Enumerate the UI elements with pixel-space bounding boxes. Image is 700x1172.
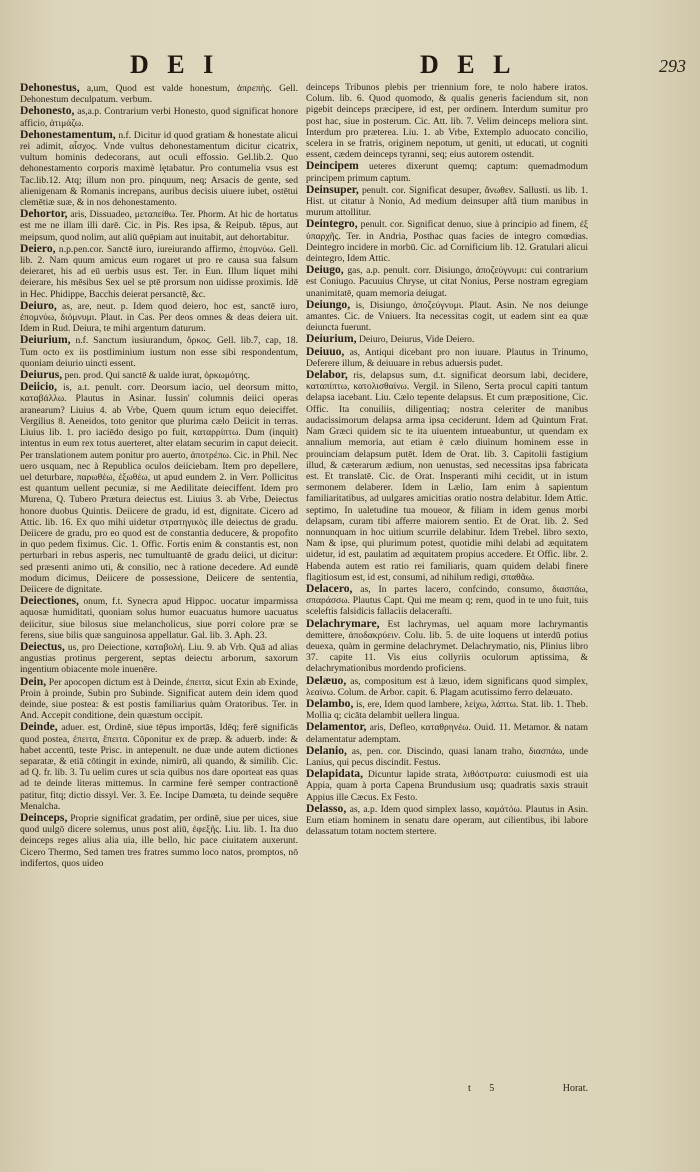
dictionary-entry: [306, 675, 588, 698]
dictionary-entry: [306, 82, 588, 160]
header-left: D E I: [130, 50, 220, 79]
dictionary-entry: [306, 160, 588, 183]
entry-definition: is, a.t. penult. corr. Deorsum iacio, uel deorsum mitto, καταβάλλω. Plautus in Asinar. Iussin' columnis deiici operas aranearum? Liuius 4. ab Vrbe, Quem quum ictum equo deieciffet. Vergilius 8. Aeneidos, toto genitor que plurima cælo Deiicit in terras. Liuius lib. 1. pro iaciēdo desigo po fuit, καταρρίπτω. Dum (inquit) intentus in eum rex totus auerteret, alter elatam securim in caput deiecit. Per translationem autem ponitur pro auerto, ἀποτρέπω. Cic. in Phil. Nec uero usquam, nec à Republica oculos deiiciebam. Item pro depellere, uel deturbare, παρωθέω, ἐξωθέω, ut apud eundem 2. in Verr. Pollicitus est quantum uellent pecuniæ, si me Aedilitate deieciffent. Idem pro Murena, Q. Tubero Prætura deiectus est. Liuius 3. ab Vrbe, Deiectus honore duobus Quintis. Deiicere de gradu, id est, dignitate. Cicero ad Attic. lib. 16. Ex quo mihi uidetur στρατηγικὸς ille deiectus de gradu. Deiicere de gradu, pro eo quod est de constantia deducere, & propofito in quo pedem fiximus. Cic. 1. Offic. Fortis enim & constantis est, non perturbari in rebus asperis, nec tumultuantē de gradu deiici, ut dicitur: sed præsenti animo uti, & consilio, nec à ratione decedere. Ad eundē modum dicimus, Deiicere de possessione, Deiicere de sententia, Deiicere de dignitate.: [20, 382, 298, 595]
header-right: D E L: [420, 50, 517, 79]
entry-definition: us, pro Deiectione, καταβολή. Liu. 9. ab Vrb. Quā ad alias angustias protinus pergerent, septas deiectu arborum, saxorum ingentium obiacente mole inuenēre.: [20, 641, 298, 676]
entry-headword: Deiurium,: [20, 333, 71, 347]
entry-definition: as, In partes lacero, confcindo, consumo, διασπάω, σπαράσσω. Plautus Capt. Qui me meam q; rem, quod in te uno fuit, tuis sceleftis falsidicis fallaciis delaceraſti.: [306, 583, 588, 618]
dictionary-entry: [306, 333, 588, 345]
dictionary-entry: [306, 698, 588, 721]
dictionary-entry: [20, 641, 298, 676]
dictionary-entry: [306, 768, 588, 803]
entry-definition: ris, delapsus sum, d.t. significat deorsum labi, decidere, καταπίπτω, κατολισθαίνω. Vergil. in Sileno, Serta procul capiti tantum delapsa iacebant. Liu. Cælo tepente delapsus. Et cum præpositione, Cic. Offic. Ita conuiliis, diligentiaq; nostra celeriter de manibus audacissimorum delapsa arma ipsa ceciderunt. Idem ad Quintum Frat. Nam Græci quidem sic te ita uiuentem intueabuntur, ut quendam ex annalium memoria, aut etiam è cælo diuinum hominem esse in prouinciam delapsum putēt. Idem de Orat. lib. 3. Capitolii fastigium illud, & cæterarum ædium, non uenustas, sed necessitas ipsa fabricata est. Et translatē. Cic. de Orat. Insperanti mihi cecidit, ut in istum sermonem delaberer. Idem in Lælio, Iam enim à sapientum familiaritatibus, ad uulgares amicitias oratio nostra delabitur. Idem Attic. septimo, In ualetudine tua moueor, & filiam in idem genus morbi delapsam, curam tibi afferre maiorem sentio. Et de Orat. lib. 2. Sed nonnunquam in hoc uitium scurrile delabitur. Idem Trebel. libro sexto, Nam & ipse, qui plurimum potest, quotidie mihi delabi ad æquitatem uidetur, id est, paulatim ad æquitatem propius accedere. Et Offic. libr. 2. Habenda autem est ratio rei familiaris, quam quidem delabi finere flagitiosum est, id est, consumi, ad nihilum redigi, σπαθᾶω.: [306, 370, 588, 583]
entry-headword: Deiugo,: [306, 263, 344, 277]
entry-headword: Dehonestus,: [20, 82, 80, 94]
entry-headword: Deiungo,: [306, 297, 351, 311]
entry-definition: Per apocopen dictum est à Deinde, ἐπειτα, sicut Exin ab Exinde, Proin à proinde, Subin pro Subinde. Significat autem dein idem quod deinde, siue postea: & est postis familiarius quàm Oratoribus. Ter. in And. Accepit conditione, dein quæstum occipit.: [20, 676, 298, 722]
entry-definition: deinceps Tribunos plebis per triennium fore, te nolo habere iratos. Colum. lib. 6. Quod quomodo, & qualis generis faciendum sit, non pigebit deinceps præcipere, id est, per ordinem. Interdum sumitur pro post hac, siue in posterum. Cic. Att. lib. 7. Velim deinceps meliora sint. Interdum pro præterea. Liu. 1. ab Vrbe, Extemplo aduocato concilio, scelera in se fratris, originem nepotum, ut geniti, ut educati, ut cogniti essent, cædem deinceps tyranni, seq; eius autorem ostendit.: [306, 82, 588, 161]
entry-headword: Deiectiones,: [20, 594, 79, 608]
entry-headword: Delachrymare,: [306, 616, 380, 630]
entry-definition: n.f. Dicitur id quod gratiam & honestate alicui rei adimit, αἶσχος. Vnde vultus dehonestamentum dicitur cicatrix, vultum hominis dedecorans, aut oculi effossio. Gel.lib.2. Quo dehonestamento corporis maximè lętabatur. Pro contumelia vsus est Tac.lib.12. Atq; illum non pro. pinquum, neq; Arsacis de gente, sed alienigenam & Romanis increpans, auribus decisis uiuere iubet, ostētui clemētiæ suæ, & in nos dehonestamento.: [20, 129, 298, 209]
entry-headword: Dehonestamentum,: [20, 127, 116, 141]
entry-definition: gas, a.p. penult. corr. Disiungo, ἀποζεύγνυμι: cui contrarium est Coniugo. Pacuuius Chryse, ut citat Nonius, Perse nostram egregiam unanimitatē, quam memoria deiugat.: [306, 265, 588, 299]
dictionary-entry: [20, 82, 298, 105]
entry-definition: as, Antiqui dicebant pro non iuuare. Plautus in Trinumo, Deferere illum, & deiuuare in rebus aduersis pudet.: [306, 346, 588, 369]
entry-definition: Est lachrymas, uel aquam more lachrymantis demittere, ἀποδακρύειν. Colu. lib. 5. de uite loquens ut interdū potius deuexa, quàm in germine delachrymet. Delachrymatio, nis, Plinius libro 37. capite 11. Vis eius collyriis oculorum aptissima, & delachrymationibus mordendo proficiens.: [306, 618, 588, 675]
entry-definition: as,a.p. Contrarium verbi Honesto, quod significat honore afficio, ἀτιμάζω.: [20, 106, 298, 129]
entry-headword: Dein,: [20, 674, 47, 688]
dictionary-entry: [20, 595, 298, 641]
dictionary-entry: [20, 676, 298, 722]
entry-definition: as, pen. cor. Discindo, quasi lanam traho, διασπάω, unde Lanius, qui pecus discindit. Festus.: [306, 745, 588, 768]
entry-headword: Deiurium,: [306, 332, 357, 346]
dictionary-entry: [20, 721, 298, 812]
entry-headword: Delacero,: [306, 581, 353, 595]
entry-definition: Dicuntur lapide strata, λιθόστρωτα: cuiusmodi est uia Appia, quam à porta Capena Brundusium usq; quadratis saxis strauit Appius ille Cæcus. Ex Festo.: [306, 769, 588, 803]
dictionary-entry: [20, 812, 298, 869]
entry-definition: as, a.p. Idem quod simplex lasso, καμάτόω. Plautus in Asin. Eum etiam hominem in senatu dare operam, aut cilientibus, ibi labore delassatum totam noctem stertere.: [306, 803, 588, 838]
dictionary-entry: [20, 369, 298, 381]
entry-definition: ueteres dixerunt quemq; captum: quemadmodum principem primum captum.: [306, 161, 588, 184]
dictionary-entry: [306, 264, 588, 299]
entry-headword: Delamentor,: [306, 720, 367, 734]
entry-definition: a,um, Quod est valde honestum, ἀπρεπὴς. Gell. Dehonestum deculpatum. verbum.: [20, 83, 298, 106]
entry-headword: Deiectus,: [20, 639, 65, 653]
dictionary-entry: [306, 218, 588, 264]
entry-headword: Dehonesto,: [20, 104, 75, 118]
entry-definition: aris, Defleo, καταθρηνέω. Ouid. 11. Metamor. & natam delamentatur ademptam.: [306, 722, 588, 745]
entry-definition: aris, Dissuadeo, μεταπείθω. Ter. Phorm. At hic de hortatus est me ne illam illi darē. Cic. in Pis. Res ipsa, & Reipub. tēpus, aut meipsum, quod nolim, aut aliū quēpiam aut inuitabit, aut dehortabitur.: [20, 209, 298, 243]
entry-definition: aduer. est, Ordinē, siue tēpus importās, Idēq; ferē significās quod postea, ἐπειτα, ἔπειτα. Cōponitur ex de præp. & aduerb. inde: & habet accentū, teste Prisc. in antepenult. ne duæ unde autem dictiones separatæ, & etiā cōtingit in exinde, nimirū, ali quando, & similib. Cic. ad Q. fr. lib. 3. Tu uelim cures ut scia quibus nos dare oporteat eas quas ad te deinde literas mittemus. In carmine ferè semper contractionē patitur, fitq; dictio dissyl. Ver. 3. Ee. Incipe Damœta, tu deinde sequēre Menalcha.: [20, 722, 298, 812]
dictionary-entry: [20, 300, 298, 335]
entry-headword: Delanio,: [306, 743, 347, 757]
signature-mark: t 5: [468, 1083, 503, 1094]
dictionary-entry: [20, 243, 298, 300]
entry-definition: penult. cor. Significat desuper, ἄνωθεν. Sallusti. us lib. 1. Hist. ut citatur à Nonio, Ad medium deinsuper aſtã tium manibus in murum attollitur.: [306, 184, 588, 219]
entry-headword: Deintegro,: [306, 217, 358, 231]
entry-definition: pen. prod. Qui sanctē & ualde iurat, ὀρκωμότης.: [64, 370, 250, 382]
entry-headword: Deiurus,: [20, 368, 63, 382]
entry-definition: is, ere, Idem quod lambere, λείχω, λάπτω. Stat. lib. 1. Theb. Mollia q; cicāta delambit uellera lingua.: [306, 698, 588, 722]
dictionary-entry: [306, 184, 588, 219]
running-header: [0, 50, 700, 86]
right-column: [306, 82, 588, 1152]
dictionary-entry: [306, 369, 588, 583]
dictionary-entry: [306, 299, 588, 334]
left-column: [20, 82, 298, 1152]
dictionary-entry: [20, 129, 298, 208]
entry-headword: Deinde,: [20, 720, 58, 734]
entry-headword: Deiuro,: [20, 298, 57, 312]
entry-headword: Delapidata,: [306, 767, 364, 781]
entry-definition: penult. cor. Significat denuo, siue à principio ad finem, ἐξ ὑπαρχῆς. Ter. in Andria, Posthac quas facies de integro comœdias. Deintegro incidere in morbū. Cic. ad Cornificium lib. 12. Gratulari alicui deintegro, Idem Attic.: [306, 219, 588, 265]
entry-definition: Proprie significat gradatim, per ordinē, siue per uices, siue quod uulgō dicere solemus, unus post aliū, ἐφεξῆς. Liu. lib. 1. Ita duo deinceps reges alius alia uia, ille bello, hic pace ciuitatem auxerunt. Cicero Thermo, Sed tamen tres fratres summo loco natos, promptos, nō indifertos, quos uideo: [20, 813, 298, 869]
dictionary-entry: [306, 346, 588, 369]
entry-headword: Delasso,: [306, 801, 347, 815]
page-number: 293: [659, 56, 686, 76]
entry-definition: onum, f.t. Synecra apud Hippoc. uocatur imparmissa aquosæ humiditati, quoniam solus humor euacuatus humore uacuatus deiicitur, siue bilosus siue melancholicus, siue porri colore præ se ferens, siue bilis quæ sanguinosa appellatur. Gal. lib. 3. Aph. 23.: [20, 596, 298, 641]
entry-definition: n.p.pen.cor. Sanctē iuro, iureiurando affirmo, ἐπομνύω. Gell. lib. 2. Nam quum amicus eum rogaret ut pro re causa sua falsum deieraret, his ad eū uerbis usus est. Ter. in Eun. Illum liquet mihi deierare, his mēsibus Sex uel se ptē prorsum non uidisse proximis. Idē in Hec. Phidippe, Bacchis deierat persanctē, &c.: [20, 243, 298, 300]
catchword: Horat.: [562, 1083, 588, 1094]
entry-headword: Deinsuper,: [306, 182, 359, 196]
entry-headword: Deiicio,: [20, 380, 58, 394]
entry-headword: Deinceps,: [20, 811, 68, 824]
entry-headword: Deiuuo,: [306, 344, 345, 358]
entry-definition: is, Disiungo, ἀποζεύγνυμι. Plaut. Asin. Ne nos deiunge amantes. Cic. de Vniuers. Ita necessitas cogit, ut eadem sint ea quæ deiuncta fuerunt.: [306, 299, 588, 334]
dictionary-entry: [20, 381, 298, 595]
dictionary-entry: [306, 745, 588, 768]
dictionary-entry: [306, 583, 588, 618]
entry-definition: n.f. Sanctum iusiurandum, ὅρκος. Gell. lib.7, cap, 18. Tum octo ex iis postliminium iustum non esse sibi respondentum, quoniam deiurio uincti essent.: [20, 335, 298, 369]
entry-headword: Deiero,: [20, 241, 56, 255]
entry-headword: Delabor,: [306, 368, 348, 382]
entry-definition: Deiuro, Deiurus, Vide Deiero.: [358, 334, 475, 346]
entry-headword: Dehortor,: [20, 207, 68, 221]
entry-definition: as, are, neut. p. Idem quod deiero, hoc est, sanctē iuro, ἐπομνύω, διόμνυμι. Plaut. in Cas. Per deos omnes & deas deiera uit. Idem in Rud. Deiura, te mihi argentum daturum.: [20, 300, 298, 335]
entry-headword: Delæuo,: [306, 673, 347, 687]
entry-headword: Delambo,: [306, 696, 354, 710]
dictionary-entry: [306, 803, 588, 838]
dictionary-entry: [306, 618, 588, 675]
entry-definition: as, compositum est à læuo, idem significans quod simplex, λεαίνω. Colum. de Arbor. capit. 6. Plagam acutissimo ferro delæuato.: [306, 675, 588, 698]
entry-headword: Deincipem: [306, 159, 359, 173]
page-footer: [306, 1083, 588, 1097]
dictionary-entry: [20, 334, 298, 369]
dictionary-entry: [306, 721, 588, 744]
dictionary-entry: [20, 208, 298, 243]
dictionary-entry: [20, 105, 298, 128]
